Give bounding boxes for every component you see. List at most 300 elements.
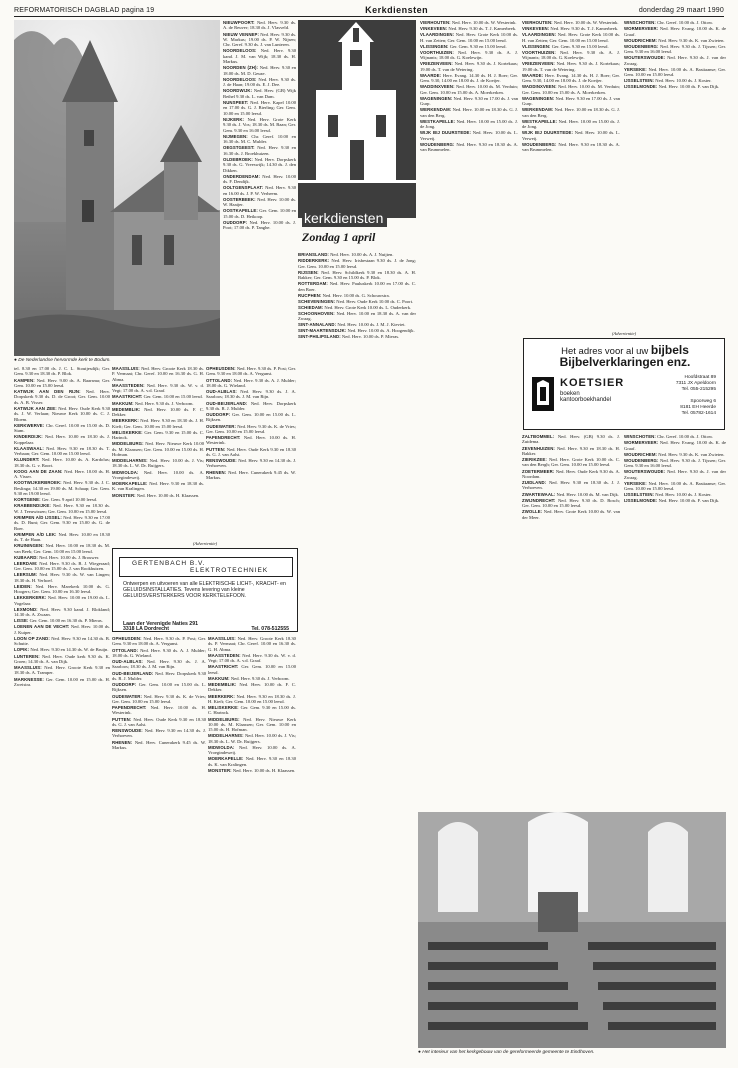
column-5 xyxy=(420,20,518,810)
service-details: Ned. Herv. Oude Kerk 9.30 en 18.30 ds. G. J. van Aalst. xyxy=(112,716,206,727)
service-entry xyxy=(14,647,110,652)
service-details: Ned. Herv. 9.30 ds. W. v. d. Vegt; 17.00 ds. A. v.d. Graaf. xyxy=(112,382,204,394)
interior-photo xyxy=(418,812,726,1048)
place-name: OUDEWATER: xyxy=(206,423,237,429)
place-name: RENSWOUDE: xyxy=(112,728,143,733)
koetsier-address-line: 8181 EH Heerde xyxy=(680,405,716,410)
place-name: MARKNESSE: xyxy=(14,676,44,682)
column-2b-lower xyxy=(206,366,296,542)
service-entry xyxy=(14,561,110,572)
place-name: SCHOONHOVEN: xyxy=(298,310,335,316)
service-entry xyxy=(624,434,726,439)
place-name: NIJKERK: xyxy=(223,116,245,122)
place-name: OUD-ALBLAS: xyxy=(206,389,237,394)
service-entry xyxy=(420,119,518,130)
place-name: KLAASWAAL: xyxy=(14,445,44,451)
service-entry xyxy=(223,77,296,88)
service-details: Ned. Herv. Groote Kerk 18.30 ds. P. Vermaat; Chr. Geref. 10.00 en 16.30 ds. G. H. Abma. xyxy=(112,366,204,382)
place-name: OUD-BEIJERLAND: xyxy=(206,400,248,406)
service-entry xyxy=(298,281,416,292)
place-name: LEERSUM: xyxy=(14,572,38,578)
place-name: SCHIEDAM: xyxy=(298,304,324,310)
service-entry xyxy=(112,470,204,481)
place-name: WERKENDAM: xyxy=(420,107,452,113)
service-details: Ned. Herv. Irisbestaan 9.30 ds. J. de Jong; Ger. Gem. 10.00 en 15.00 leesd. xyxy=(298,258,416,269)
service-details: Ned. Herv. 10.00 ds. H. A. Visser. xyxy=(14,468,110,480)
service-details: Ned. Herv. 10.00 ds. J. Vis; 18.30 ds. L. W. Dr. Ruijgers. xyxy=(112,458,204,469)
service-details: Ned. Herv. 9.30 en 14.30 ds. B. Schutte. xyxy=(14,635,110,647)
place-name: LEIDEN: xyxy=(14,583,32,589)
koetsier-address xyxy=(676,375,716,417)
service-details: Ned. Herv. 9.30 ds. P. Post; Ger. Gem. 9.30 en 18.00 ds. A. Vergunst. xyxy=(206,366,296,377)
service-details: Ned. Herv. 10.00 ds. J. Kuiper. xyxy=(14,624,110,635)
service-entry xyxy=(112,659,206,670)
service-entry xyxy=(206,389,296,400)
place-name: KUBAARD: xyxy=(14,554,38,560)
column-2-lower xyxy=(112,366,204,542)
place-name: ZWIJNDRECHT: xyxy=(522,497,556,503)
service-details: Ger. Gem. 9.30 en 15.00 ds. C. Harinck. xyxy=(208,705,296,716)
service-entry xyxy=(624,55,726,66)
service-entry xyxy=(208,664,296,675)
column-4 xyxy=(298,252,416,1060)
service-details: Ned. Herv. 10.00 ds. L. Verweij. xyxy=(522,130,620,141)
service-details: Ned. Herv. 10.00 ds. W. Haaijer. xyxy=(223,196,296,208)
service-details: Chr. Geref. 10.00 en 16.30 ds. M. C. Mulder. xyxy=(223,133,296,145)
place-name: WAGENINGEN: xyxy=(522,95,555,101)
service-entry xyxy=(522,492,620,497)
service-entry xyxy=(522,130,620,141)
service-entry xyxy=(112,441,204,457)
place-name: SINT-ANNALAND: xyxy=(298,322,337,328)
place-name: LEKKERKERK: xyxy=(14,595,47,601)
service-entry xyxy=(624,440,726,451)
service-entry xyxy=(298,270,416,281)
service-details: Ned. Herv. 9.30 ds. J. Kortekaas; 19.00 ds. T. van de Wetering. xyxy=(420,61,518,72)
column-3b xyxy=(208,636,296,1060)
service-entry xyxy=(298,334,416,339)
place-name: KRUININGEN: xyxy=(14,543,44,549)
gertenbach-ad[interactable] xyxy=(112,548,298,632)
service-details: Ned. Herv. 9.30 ds. A. J. Wijnants; 18.00 ds. G. Koelewijn. xyxy=(522,49,620,61)
service-entry xyxy=(624,38,726,43)
place-name: WAARDE: xyxy=(420,72,442,78)
service-entry xyxy=(522,73,620,84)
service-details: Ned. Herv. Grote Kerk 10.00 ds. W. van der Meer. xyxy=(522,509,620,520)
service-entry xyxy=(522,84,620,95)
service-entry xyxy=(112,493,204,498)
koetsier-address-line: Spoorweg 6 xyxy=(690,399,716,404)
service-entry xyxy=(624,44,726,55)
service-entry xyxy=(624,452,726,457)
service-entry xyxy=(522,434,620,445)
service-details: Ned. Herv. 10.00 en 18.30 ds. J. Koppelaar. xyxy=(14,434,110,445)
service-details: Ned. Herv. 10.00 en 15.00 ds. J. de Jong. xyxy=(420,118,518,130)
koetsier-sub xyxy=(560,391,611,403)
service-entry xyxy=(206,401,296,412)
service-entry xyxy=(14,624,110,635)
service-entry xyxy=(420,20,518,25)
place-name: WIJK BIJ DUURSTEDE: xyxy=(420,130,472,136)
koetsier-ad[interactable] xyxy=(523,338,725,430)
koetsier-headline-a: Het adres voor al uw xyxy=(561,346,649,357)
koetsier-address-line: Tel. 055-215295 xyxy=(681,387,716,392)
service-details: Ned. Herv. Oude Kerk 9.30 ds. J. W. Verlaan; Nieuwe Kerk 10.00 ds. C. J. Bloem. xyxy=(14,405,110,422)
service-entry xyxy=(420,96,518,107)
service-details: Ned. Herv. 9.30 ds. J. Verboom. xyxy=(230,675,290,681)
service-entry xyxy=(14,665,110,676)
service-entry xyxy=(624,458,726,469)
service-details: Ned. Herv. (GB) 9.30 ds. J. Zuidema. xyxy=(522,434,620,445)
service-entry xyxy=(624,67,726,78)
service-entry xyxy=(14,423,110,434)
place-name: SINT-MAARTENSDIJK: xyxy=(298,328,347,334)
service-entry xyxy=(522,509,620,520)
place-name: NOORDWIJK: xyxy=(223,88,253,94)
place-name: ZWARTEWAAL: xyxy=(522,491,556,497)
service-details: Ned. Herv. 9.30 ds. K. de Vries; Ger. Gem. 10.00 en 15.00 leesd. xyxy=(112,693,206,704)
place-name: VLISSINGEN: xyxy=(420,43,449,49)
service-details: Ned. Herv. Groote Kerk 18.30 ds. P. Vermaat; Chr. Geref. 10.00 en 16.30 ds. G. H. Abma. xyxy=(208,636,296,652)
place-name: KRIMPEN A/D LEK: xyxy=(14,531,57,537)
place-name: OEGSTGEEST: xyxy=(223,145,255,151)
column-7-lower xyxy=(624,434,726,808)
service-entry xyxy=(298,293,416,298)
koetsier-headline-b: bijbels xyxy=(650,343,689,357)
service-entry xyxy=(420,130,518,141)
service-details: Ger. Gem. 10.00 en 15.00 ds. H. Zweistra. xyxy=(14,676,110,687)
place-name: RIJSSEN: xyxy=(298,269,319,275)
service-entry xyxy=(14,618,110,623)
service-details: Ned. Herv. 10.00 ds. F. Dendijk. xyxy=(223,173,296,185)
koetsier-address-line: 7311 JX Apeldoorn xyxy=(675,381,716,386)
service-details: Ned. Herv. 9.30 ds. K. van Zwieten. xyxy=(658,37,725,43)
service-details: Chr. Geref. 10.00 ds. J. Ottow. xyxy=(657,434,714,439)
service-entry xyxy=(206,412,296,423)
koetsier-headline-c: Bijbelverklaringen enz. xyxy=(559,355,691,369)
church-illustration xyxy=(298,20,416,218)
service-details: Ned. Herv. 9.30 en 18.30 ds. W. J. Teeuwissen; Ger. Gem. 10.00 en 15.00 leesd. xyxy=(14,503,110,514)
place-name: MAASTRICHT: xyxy=(112,394,143,400)
service-details: Ned. Herv. 10.00 ds. J. Brouwer. xyxy=(39,554,100,560)
service-entry xyxy=(14,503,110,514)
service-details: Ned. Herv. 9.30 ds. A. J. Wijnants; 18.00 ds. G. Koelewijn. xyxy=(420,49,518,61)
column-3 xyxy=(112,636,206,1060)
service-details: Ned. Herv. 9.30 ds. J. A. Saarloos; 18.30 ds. J. M. van Rijn. xyxy=(112,659,206,670)
service-entry xyxy=(206,366,296,377)
service-details: Ned. Herv. Kapel 10.00 en 17.00 ds. G. J. Bierling; Ger. Gem. 10.00 en 15.00 leesd. xyxy=(223,99,296,116)
service-entry xyxy=(206,435,296,446)
place-name: VOORTHUIZEN: xyxy=(420,49,454,55)
service-details: Ned. Herv. Grote Kerk 10.00 ds. C. van den Bergh; Ger. Gem. 10.00 en 15.00 leesd. xyxy=(522,457,620,468)
place-name: ZWOLLE: xyxy=(522,509,543,515)
service-details: Ned. Herv. 9.30 en 17.00 ds. J. van Gurp. xyxy=(420,95,518,107)
service-details: Ned. Herv. 9.30 en 18.30 ds. A. van Brummelen. xyxy=(522,141,620,153)
service-details: Ned. Herv. 9.30 ds. T. J. Kamerbeek. xyxy=(448,26,517,32)
place-name: MEERKERK: xyxy=(208,693,235,699)
place-name: MEERKERK: xyxy=(112,418,139,424)
ad-label-gertenbach: (Advertentie) xyxy=(192,541,218,546)
place-name: WAARDE: xyxy=(522,72,544,78)
church-photo-caption: ● De Nederlandse hervormde kerk te Bodum. xyxy=(14,358,111,363)
service-details: Ned. Herv. 9.30 ds. A. J. Mulder; 18.00 ds. G. Wieland. xyxy=(112,647,206,658)
service-entry xyxy=(14,446,110,457)
service-entry xyxy=(624,498,726,503)
service-details: Ned. Herv. 10.00 en 18.30 ds. T. de Haan. xyxy=(14,531,110,543)
koetsier-address-line: Tel. 05782-1614 xyxy=(681,411,716,416)
place-name: IJSSELSTEIN: xyxy=(624,78,655,84)
place-name: IJSSELMONDE: xyxy=(624,498,658,504)
place-name: NIJMEGEN: xyxy=(223,133,248,139)
service-details: Ned. Herv. Pauluskerk 10.00 en 17.00 ds. C. den Boer. xyxy=(298,281,416,292)
place-name: KATWIJK AAN DEN RIJN: xyxy=(14,389,81,394)
place-name: NIEUWPOORT: xyxy=(223,20,255,25)
koetsier-address-line: Hoofdstraat 89 xyxy=(684,375,716,380)
gertenbach-trade: ELEKTROTECHNIEK xyxy=(190,567,269,574)
place-name: VINKEVEEN: xyxy=(420,26,448,32)
place-name: WERKENDAM: xyxy=(522,107,554,113)
service-entry xyxy=(14,366,110,377)
service-details: Ned. Herv. 9.30 ds. B. J. Wiegeraad; Ger. Gem. 10.00 en 15.00 ds. J. van Rookhuizen. xyxy=(14,560,110,572)
service-details: Chr. Geref. 10.00 ds. J. Ottow. xyxy=(657,20,714,25)
interior-photo-caption: ● Het interieur van het kerkgebouw van de gereformeerde gemeente te Eindhoven. xyxy=(418,1050,595,1055)
place-name: OOSTKAPELLE: xyxy=(223,208,258,214)
place-name: MAASSLUIS: xyxy=(208,636,236,641)
service-details: Ned. Herv. Oude Kerk 9.30 ds. A. Noordam. xyxy=(522,468,620,479)
service-entry xyxy=(14,654,110,665)
service-entry xyxy=(624,20,726,25)
place-name: MEDEMBLIK: xyxy=(208,682,237,687)
church-photo xyxy=(14,20,220,356)
service-entry xyxy=(522,480,620,491)
service-entry xyxy=(112,740,206,751)
service-details: Ned. Herv. 9.30 en 16.30 ds. J. Broekhuizen. xyxy=(223,145,296,156)
service-entry xyxy=(14,636,110,647)
service-entry xyxy=(522,498,620,509)
column-6-lower xyxy=(522,434,620,808)
place-name: OPHEUSDEN: xyxy=(206,366,236,371)
service-details: Ger. Gem. 10.00 en 15.00 leesd. xyxy=(208,664,296,675)
service-entry xyxy=(624,84,726,89)
service-details: Ned. Herv. Grote Kerk 10.00 ds. L. Ouderkerk. xyxy=(324,304,412,310)
service-entry xyxy=(206,447,296,458)
service-entry xyxy=(14,378,110,389)
service-details: Ned. Herv. Oude Kerk 9.30 en 18.30 ds. G. J. van Aalst. xyxy=(206,446,296,457)
service-entry xyxy=(14,389,110,405)
service-details: Ned. Herv. 9.30 ds. J. C. Beslinga; 14.30 en 19.00 ds. M. Schaap; Ger. Gem. 9.30 en 19.00 leesd. xyxy=(14,480,110,497)
service-details: Ned. Herv. 10.00 ds. J. Koster. xyxy=(655,78,712,84)
place-name: VRIEZENVEEN: xyxy=(522,61,555,67)
column-2-top xyxy=(223,20,296,370)
service-details: Ned. Herv. 9.30 ds. J. van der Zwaag. xyxy=(624,55,726,66)
service-details: Herv. Evang. 14.30 ds. H. J. Boer; Ger. Gem. 9.30, 14.00 en 18.00 ds. J. de Koeijer. xyxy=(522,72,620,84)
place-name: MAKKUM: xyxy=(112,400,134,406)
service-details: Ger. Gem. 9.30 en 15.00 leesd. xyxy=(551,43,609,49)
place-name: ONDERDENDAM: xyxy=(223,173,261,179)
service-entry xyxy=(112,401,204,406)
place-name: WADDINXVEEN: xyxy=(522,84,557,90)
place-name: VLAARDINGEN: xyxy=(420,32,455,38)
place-name: RENSWOUDE: xyxy=(206,458,237,463)
service-entry xyxy=(420,50,518,61)
place-name: WOUDENBERG: xyxy=(522,141,557,147)
masthead-date: donderdag 29 maart 1990 xyxy=(638,6,724,14)
service-entry xyxy=(298,252,416,257)
kerkdiensten-header xyxy=(298,20,416,248)
service-details: Ned. Herv. 10.00 en 18.30 ds. G. J. van den Berg. xyxy=(420,107,518,118)
service-entry xyxy=(208,676,296,681)
service-details: Ned. Herv. Marekerk 10.00 ds. G. Hoogers; Ger. Gem. 10.00 en 16.30 leesd. xyxy=(14,583,110,595)
place-name: WOUTERSWOUDE: xyxy=(624,55,666,61)
service-entry xyxy=(112,394,204,399)
service-details: Ger. Gem. 10.00 en 15.00 leesd. xyxy=(143,394,203,400)
service-details: Ned. Herv. 9.30 ds. K. van Zwieten. xyxy=(658,451,725,457)
service-details: Ned. Herv. 9.00 ds. A. Baarsma; Ger. Gem. 10.00 en 15.00 leesd. xyxy=(14,377,110,388)
service-details: Ned. Herv. 9.30 ds. K. de Vries; Ger. Gem. 10.00 en 15.00 leesd. xyxy=(206,423,296,434)
service-details: Ned. Herv. Oude Kerk 10.00 ds. C. Poort. xyxy=(336,298,414,304)
place-name: OTTOLAND: xyxy=(206,377,233,383)
service-details: Ned. Herv. 10.00 ds. A. Vroegindeweij. xyxy=(208,744,296,756)
place-name: MIDDELBURG: xyxy=(112,441,144,447)
service-entry xyxy=(298,305,416,310)
service-details: Ned. Herv. 9.30 en 14.30 ds. W. de Bruijn. xyxy=(30,647,109,653)
service-entry xyxy=(112,407,204,418)
service-details: Ned. Herv. 9.30 ds. W. v. d. Vegt; 17.00 ds. A. v.d. Graaf. xyxy=(208,652,296,664)
place-name: MIDDELHARNIS: xyxy=(208,733,244,739)
service-details: Ned. Herv. 10.00 ds. A. Kardolus; 18.30 ds. G. v. Boort. xyxy=(14,457,110,468)
place-name: ZUIDLAND: xyxy=(522,480,547,485)
service-details: Ned. Herv. Dorpskerk 9.30 ds. R. J. Mulder. xyxy=(206,400,296,411)
service-entry xyxy=(223,100,296,116)
service-details: Ned. Herv. 9.30 en 18.30 ds. A. van Brummelen. xyxy=(420,141,518,153)
place-name: WOUDENBERG: xyxy=(420,141,455,147)
service-entry xyxy=(112,717,206,728)
service-entry xyxy=(14,434,110,445)
service-entry xyxy=(14,607,110,618)
service-details: Ned. Herv. 9.30 en 17.00 ds. J. van Gurp. xyxy=(522,95,620,107)
place-name: MIDDELHARNIS: xyxy=(112,458,148,463)
gertenbach-name: GERTENBACH B.V. xyxy=(132,560,206,567)
service-entry xyxy=(420,44,518,49)
service-entry xyxy=(208,682,296,693)
service-entry xyxy=(223,65,296,76)
service-entry xyxy=(14,572,110,583)
place-name: WADDINXVEEN: xyxy=(420,84,455,90)
place-name: LOENEN AAN DE VECHT: xyxy=(14,624,70,630)
service-entry xyxy=(206,424,296,435)
service-entry xyxy=(14,595,110,606)
service-details: Ned. Herv. Schildkerk 9.30 en 18.30 ds. A. H. Bakker; Ger. Gem. 9.30 en 15.00 ds. P. Blok. xyxy=(298,269,416,280)
service-details: Ned. Herv. Oude kerk 9.30 ds. K. Groen; 14.30 ds. A. van Dijk. xyxy=(14,653,110,664)
service-details: Ned. Herv. 10.00 en 15.00 ds. J. de Jong. xyxy=(522,118,620,130)
service-details: Ger. Gem. 9.30 en 15.00 ds. C. Harinck. xyxy=(112,429,204,440)
service-entry xyxy=(112,418,204,429)
service-details: Ned. Herv. 10.00 ds. W. Westerink. xyxy=(451,20,517,25)
place-name: MAASSTEDEN: xyxy=(112,382,145,388)
service-details: Ned. Herv. 9.30 ds. D. Bosch; Ger. Gem. 10.00 en 15.00 leesd. xyxy=(522,497,620,508)
service-entry xyxy=(420,61,518,72)
service-entry xyxy=(223,157,296,173)
place-name: MELISKERKE: xyxy=(112,429,143,435)
service-entry xyxy=(208,768,296,773)
service-details: Ned. Herv. 10.00 en 18.30 ds. A. van der Zwaag. xyxy=(298,310,416,322)
service-details: Ned. Herv. 10.00 ds. A. Bastiaanse; Ger. Gem. 10.00 en 15.00 leesd. xyxy=(624,480,726,492)
service-entry xyxy=(112,705,206,716)
service-details: Herv. Evang. 14.30 ds. H. J. Boer; Ger. Gem. 9.30, 14.00 en 18.00 ds. J. de Koeijer. xyxy=(420,72,518,84)
service-details: Ned. Herv. 10.00 ds. A. Hoogendijk. xyxy=(347,328,415,334)
service-entry xyxy=(223,145,296,156)
place-name: KRABBENDIJKE: xyxy=(14,503,51,509)
service-details: Ned. Herv. 9.30 ds. W. van Lingen; 18.30 ds. H. Verhoef. xyxy=(14,572,110,583)
service-details: Ned. Herv. 9.30 ds. J. Verboom. xyxy=(134,400,194,406)
service-details: Ned. Herv. 10.00 ds. H. Klaassen. xyxy=(136,492,200,498)
place-name: KINDERDIJK: xyxy=(14,434,43,440)
service-details: Ned. Herv. 9.30 en 18.30 ds. J. J. Verhoeven. xyxy=(522,480,620,491)
place-name: YERSEKE: xyxy=(624,480,647,486)
masthead-left: REFORMATORISCH DAGBLAD pagina 19 xyxy=(14,6,155,14)
service-entry xyxy=(624,481,726,492)
service-entry xyxy=(112,458,204,469)
service-details: Ned. Herv. 10.00 ds. M. van Dijk. xyxy=(556,491,619,497)
place-name: KATWIJK AAN ZEE: xyxy=(14,405,57,411)
service-details: Ned. Herv. 10.00 ds. F. van Dijk. xyxy=(658,84,720,90)
service-entry xyxy=(14,497,110,502)
service-details: Ned. Herv. 10.00 ds. A. Bastiaanse; Ger. Gem. 10.00 en 15.00 leesd. xyxy=(624,66,726,78)
service-entry xyxy=(522,96,620,107)
service-entry xyxy=(522,61,620,72)
place-name: LEERDAM: xyxy=(14,560,38,566)
service-entry xyxy=(522,142,620,153)
service-details: Ned. Herv. 9.30 ds. J. van der Zwaag. xyxy=(624,469,726,480)
place-name: NIEUW VENNEP: xyxy=(223,31,259,37)
place-name: MONSTER: xyxy=(112,492,136,498)
place-name: BRIANSLAND: xyxy=(298,252,329,257)
place-name: LOON OP ZAND: xyxy=(14,635,50,641)
place-name: RUCPHEN: xyxy=(298,292,322,298)
place-name: KRIMPEN A/D IJSSEL: xyxy=(14,514,62,520)
service-entry xyxy=(112,694,206,705)
service-entry xyxy=(14,480,110,496)
service-details: Ned. Herv. 10.00 ds. H. Westerink. xyxy=(112,705,206,716)
place-name: NOORDELOOS: xyxy=(223,76,257,82)
service-details: Ned. Herv. 10.00 ds. W. Westerink. xyxy=(553,20,619,25)
place-name: OUDDORP: xyxy=(223,219,248,225)
service-details: Ned. Herv. 9.30 ds. J. Tijssen; Ger. Gem. 9.30 en 16.00 leesd. xyxy=(624,457,726,469)
service-details: Ned. Herv. 9.30 en 18.30 ds. K. van Kralingen. xyxy=(208,756,296,767)
service-entry xyxy=(14,677,110,688)
service-details: Ned. Herv. Nieuwe Kerk 10.00 ds. M. Klaassen; Ger. Gem. 10.00 en 15.00 ds. H. Hofman. xyxy=(112,441,204,457)
place-name: MONSTER: xyxy=(208,767,232,773)
service-details: Ned. Herv. Cunerakerk 9.45 ds. W. Markus. xyxy=(112,739,206,750)
place-name: IJSSELSTEIN: xyxy=(624,492,655,498)
service-details: Ned. Herv. 9.30 en 18.30 ds. H. Bakker. xyxy=(522,445,620,456)
service-entry xyxy=(624,78,726,83)
service-details: Ned. Herv. 10.00 en 18.30 ds. M. van Beek; Ger. Gem. 10.00 en 15.00 leesd. xyxy=(14,543,110,554)
kerkdiensten-date: Zondag 1 april xyxy=(302,230,376,244)
place-name: KLUNDERT: xyxy=(14,457,40,463)
place-name: MAASSLUIS: xyxy=(14,665,42,670)
service-details: Ned. Herv. 10.00 ds. H. Klaassen. xyxy=(232,767,296,773)
place-name: WESTKAPELLE: xyxy=(420,118,456,124)
place-name: PAPENDRECHT: xyxy=(112,705,147,710)
service-details: Ned. Herv. 9.30 ds. T. J. Kamerbeek. xyxy=(550,26,619,32)
service-details: Ned. Herv. 9.30 ds. J. Tijssen; Ger. Gem. 9.30 en 16.00 leesd. xyxy=(624,43,726,55)
service-entry xyxy=(208,694,296,705)
service-details: Ned. Herv. 9.30 ds. A. de Reuver; 18.30 ds. J. Vlasveld. xyxy=(223,20,296,31)
service-entry xyxy=(223,208,296,219)
service-entry xyxy=(223,48,296,64)
place-name: NOORDEN (ZH): xyxy=(223,65,259,71)
